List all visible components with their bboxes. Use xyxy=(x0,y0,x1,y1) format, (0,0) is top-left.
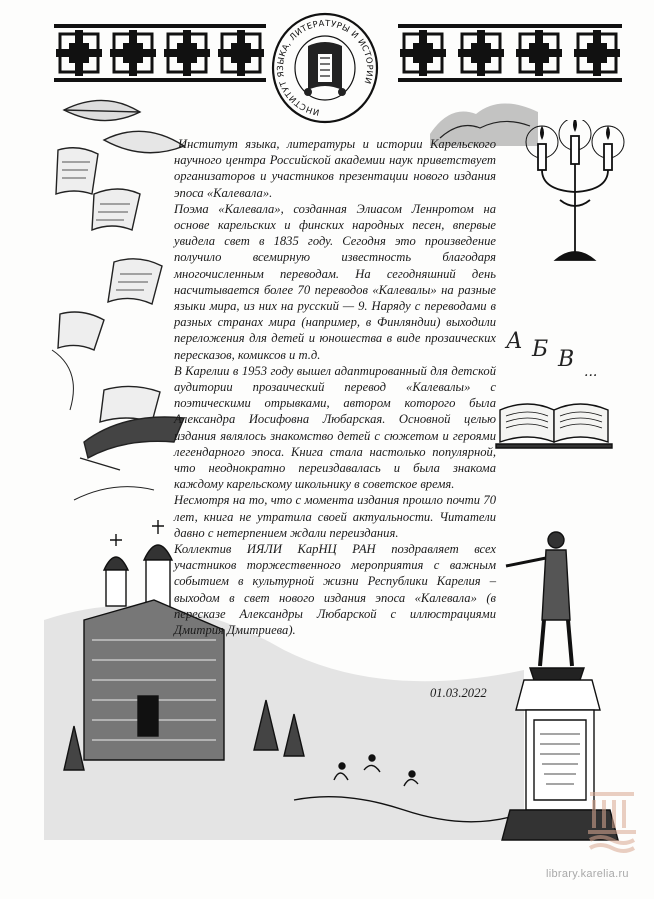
library-logo-icon xyxy=(586,788,638,854)
letter-paragraph: Поэма «Калевала», созданная Элиасом Леннротом на основе карельских и финских народных песен, впервые увидела свет в 1835 году. Сегодня это произведение получило всемирную известность благодаря многочисленным переводам. На сегодняшний день насчитывается более 70 переводов «Калевалы» на разные языки мира, из них на русский — 9. Наряду с переводами в разных странах мира (например, в Финляндии) выходили переложения для детей и юношества в виде прозаических пересказов, комиксов и т.д. xyxy=(174,201,496,362)
candelabrum-illustration xyxy=(520,120,630,270)
leaves-and-papers-illustration xyxy=(44,90,194,510)
watermark-site-text: library.karelia.ru xyxy=(546,868,629,880)
scroll-icon xyxy=(304,42,346,96)
open-book-illustration xyxy=(494,390,614,450)
letter-a: А xyxy=(506,329,523,354)
letter-ellipsis: ... xyxy=(584,364,598,380)
letter-paragraph: Институт языка, литературы и истории Карельского научного центра Российской академии наук приветствует организаторов и участников презентации нового издания эпоса «Калевала». xyxy=(174,137,496,200)
ornament-band-left xyxy=(54,24,266,82)
emblem-ring-text: ИНСТИТУТ ЯЗЫКА, ЛИТЕРАТУРЫ И ИСТОРИИ xyxy=(275,17,376,118)
letter-v: В xyxy=(558,347,575,372)
institute-emblem xyxy=(270,12,380,124)
letter-paragraph: В Карелии в 1953 году вышел адаптированный для детской аудитории прозаический перевод «Калевалы» с поэтическими отрывками, автором которого была Александра Иосифовна Любарская. Основной целью издания являлось знакомство детей с сюжетом и героями легендарного эпоса. Книга стала настолько популярной, что неоднократно переиздавалась и была знакома каждому карельскому школьнику в советское время. xyxy=(174,363,496,492)
alphabet-letters-illustration xyxy=(500,322,610,380)
ornament-band-right xyxy=(398,24,622,82)
letter-paragraph: Несмотря на то, что с момента издания прошло почти 70 лет, книга не утратила своей актуальности. Читатели давно с нетерпением ждали переиздания. xyxy=(174,493,496,540)
letter-body xyxy=(174,136,496,638)
letter-date: 01.03.2022 xyxy=(430,686,487,700)
letter-b: Б xyxy=(532,337,549,362)
letter-paragraph: Коллектив ИЯЛИ КарНЦ РАН поздравляет всех участников торжественного мероприятия с важным событием в культурной жизни Республики Карелия – выходом в свет нового издания эпоса «Калевала» (в пересказе Александры Любарской с иллюстрациями Дмитрия Дмитриева). xyxy=(174,542,496,638)
